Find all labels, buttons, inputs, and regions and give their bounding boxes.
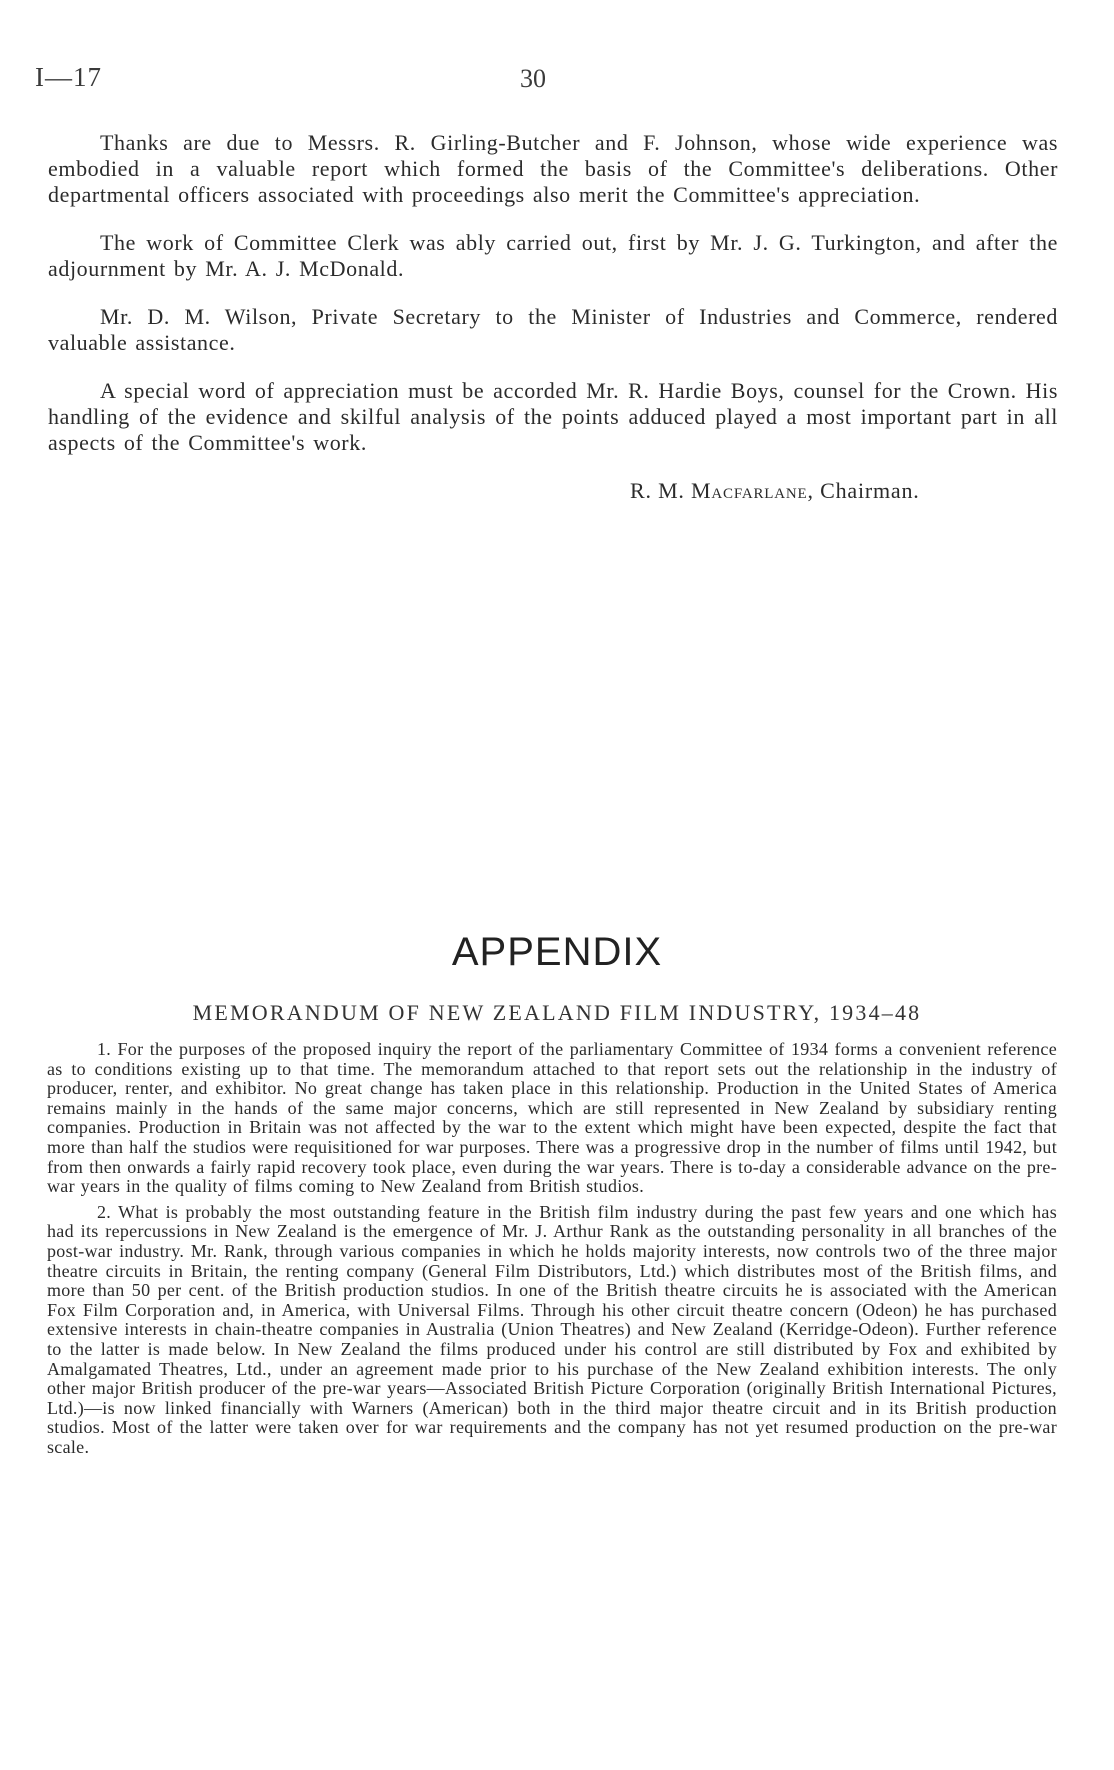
memorandum-section — [47, 1040, 1057, 1463]
signature-title: , Chairman. — [807, 478, 920, 503]
acknowledgement-paragraph-2: The work of Committee Clerk was ably carried out, first by Mr. J. G. Turkington, and after the adjournment by Mr. A. J. McDonald. — [48, 230, 1058, 281]
page-identifier: I—17 — [35, 62, 102, 92]
page-number: 30 — [520, 64, 546, 93]
acknowledgement-paragraph-1: Thanks are due to Messrs. R. Girling-Butcher and F. Johnson, whose wide experience was embodied in a valuable report which formed the basis of the Committee's deliberations. Other departmental officers associated with proceedings also merit the Committee's appreciation. — [48, 130, 1058, 207]
memorandum-paragraph-1: 1. For the purposes of the proposed inquiry the report of the parliamentary Committee of 1934 forms a convenient reference as to conditions existing up to that time. The memorandum attached to that report sets out the relationship in the industry of producer, renter, and exhibitor. No great change has taken place in this relationship. Production in the United States of America remains mainly in the hands of the same major concerns, which are still represented in New Zealand by subsidiary renting companies. Production in Britain was not affected by the war to the extent which might have been expected, despite the fact that more than half the studios were requisitioned for war purposes. There was a progressive drop in the number of films until 1942, but from then onwards a fairly rapid recovery took place, even during the war years. There is to-day a considerable advance on the pre-war years in the quality of films coming to New Zealand from British studios. — [47, 1039, 1057, 1197]
appendix-heading: APPENDIX — [451, 930, 663, 974]
acknowledgements-section — [48, 130, 1058, 504]
signature-name: R. M. Macfarlane — [630, 478, 808, 503]
memorandum-heading: MEMORANDUM OF NEW ZEALAND FILM INDUSTRY, 1934–48 — [192, 1000, 922, 1025]
acknowledgement-paragraph-4: A special word of appreciation must be accorded Mr. R. Hardie Boys, counsel for the Crown. His handling of the evidence and skilful analysis of the points adduced played a most important part in all aspects of the Committee's work. — [48, 378, 1058, 455]
memorandum-paragraph-2: 2. What is probably the most outstanding feature in the British film industry during the past few years and one which has had its repercussions in New Zealand is the emergence of Mr. J. Arthur Rank as the outstanding personality in all branches of the post-war industry. Mr. Rank, through various companies in which he holds majority interests, now controls two of the three major theatre circuits in Britain, the renting company (General Film Distributors, Ltd.) which distributes most of the British films, and more than 50 per cent. of the British production studios. In one of the British theatre circuits he is associated with the American Fox Film Corporation and, in America, with Universal Films. Through his other circuit theatre concern (Odeon) he has purchased extensive interests in chain-theatre companies in Australia (Union Theatres) and New Zealand (Kerridge-Odeon). Further reference to the latter is made below. In New Zealand the films produced under his control are still distributed by Fox and exhibited by Amalgamated Theatres, Ltd., under an agreement made prior to his purchase of the New Zealand exhibition interests. The only other major British producer of the pre-war years—Associated British Picture Corporation (originally British International Pictures, Ltd.)—is now linked financially with Warners (American) both in the third major theatre circuit and in its British production studios. Most of the latter were taken over for war requirements and the company has not yet resumed production on the pre-war scale. — [47, 1201, 1057, 1457]
signature-line — [630, 478, 1058, 504]
acknowledgement-paragraph-3: Mr. D. M. Wilson, Private Secretary to the Minister of Industries and Commerce, rendered valuable assistance. — [48, 304, 1058, 355]
